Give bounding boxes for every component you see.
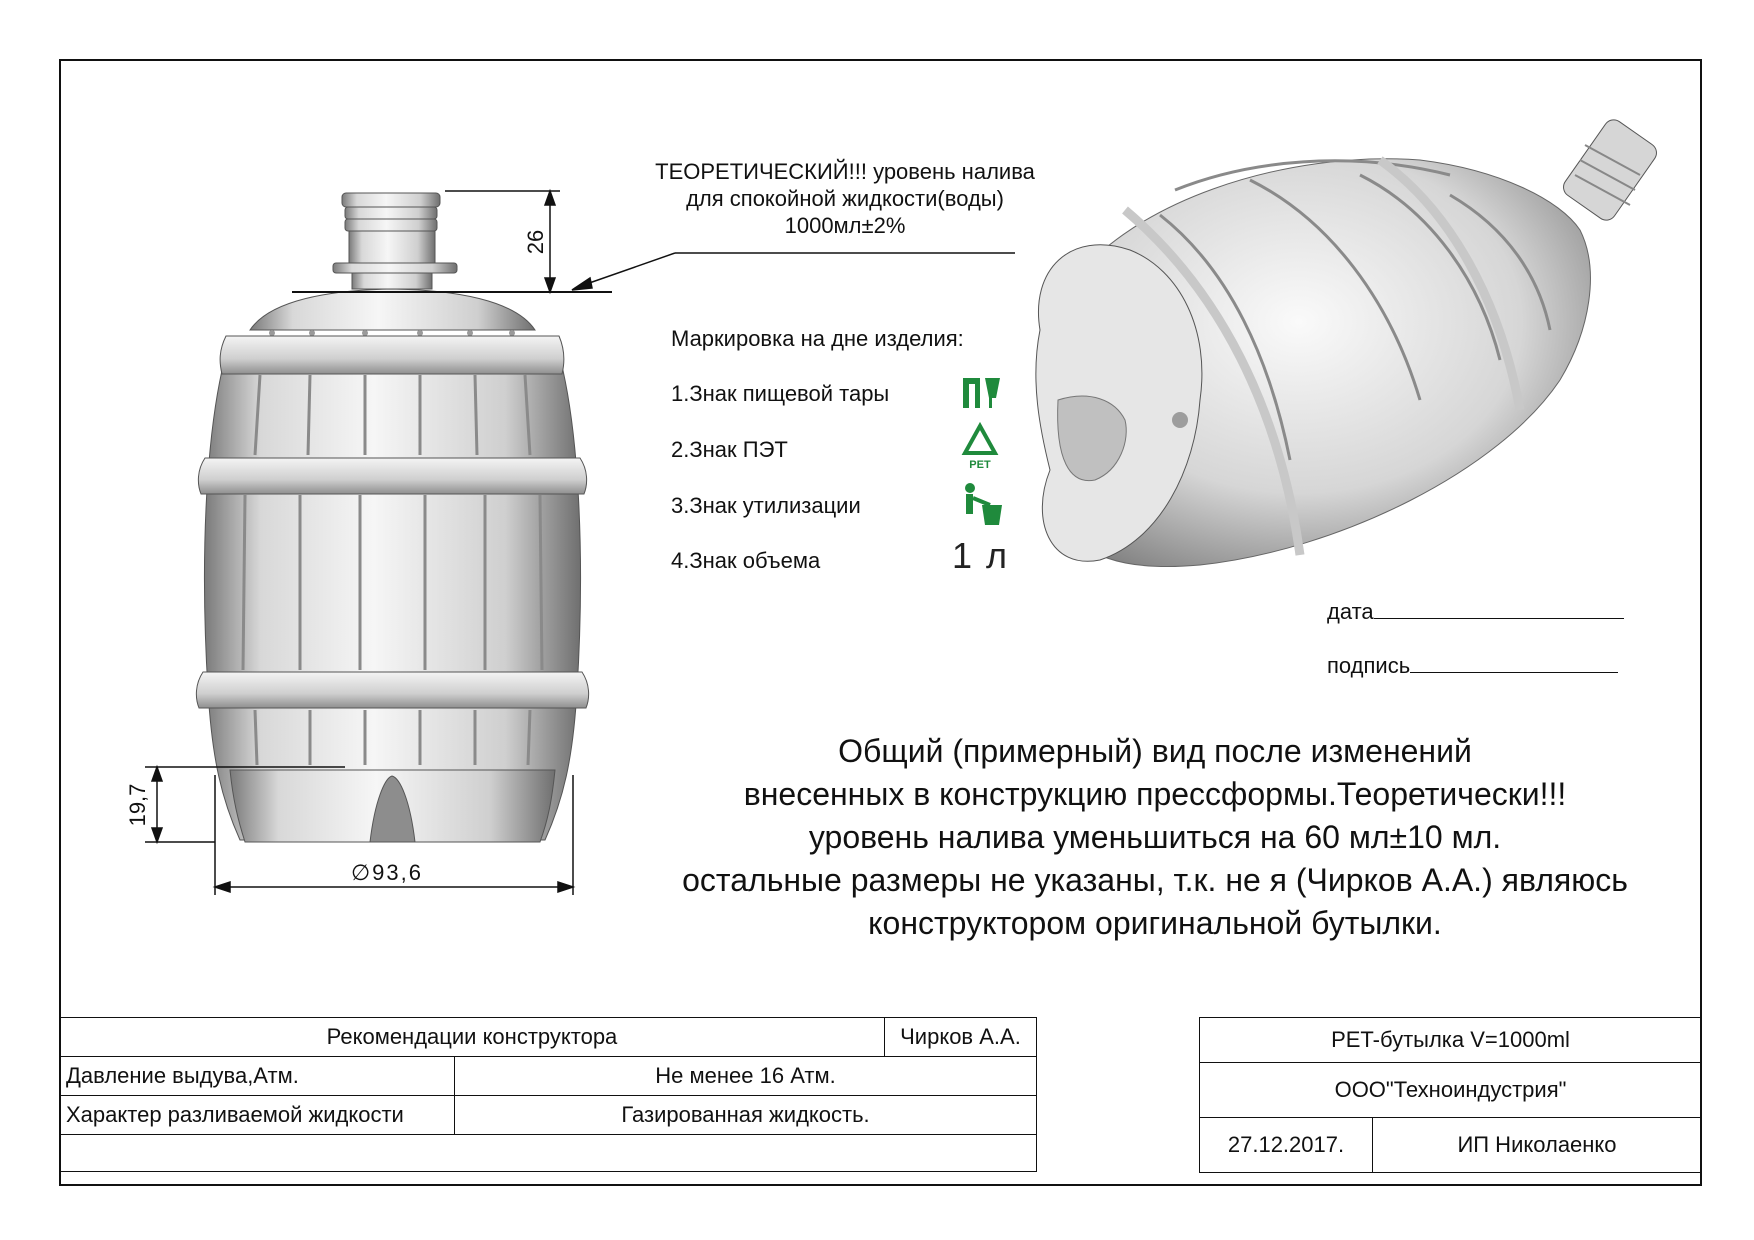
fill-level-note bbox=[600, 158, 1090, 239]
company-name: ООО"Техноиндустрия" bbox=[1200, 1063, 1702, 1118]
pet-recycle-icon bbox=[965, 426, 995, 471]
summary-line4: остальные размеры не указаны, т.к. не я (Чирков А.А.) являюсь bbox=[682, 862, 1628, 898]
bottle-body bbox=[204, 340, 580, 840]
bottle-shoulder bbox=[250, 289, 535, 330]
fill-note-line3: 1000мл±2% bbox=[784, 213, 906, 238]
value-liquid-type: Газированная жидкость. bbox=[455, 1096, 1037, 1135]
designer-name: Чирков А.А. bbox=[884, 1018, 1036, 1057]
svg-text:PET: PET bbox=[969, 459, 991, 471]
fill-note-line2: для спокойной жидкости(воды) bbox=[686, 186, 1004, 211]
param-blow-pressure: Давление выдува,Атм. bbox=[60, 1057, 455, 1096]
product-name: PET-бутылка V=1000ml bbox=[1200, 1018, 1702, 1063]
summary-note bbox=[600, 730, 1710, 945]
neck-height-dim: 26 bbox=[523, 229, 548, 255]
bottle-hoop-lower bbox=[196, 672, 588, 708]
empty-row bbox=[60, 1135, 1037, 1172]
marking-title: Маркировка на дне изделия: bbox=[671, 326, 964, 351]
food-safe-icon bbox=[963, 378, 1000, 408]
marking-item-disposal: 3.Знак утилизации bbox=[671, 493, 861, 518]
signature-line bbox=[1410, 652, 1618, 673]
summary-line3: уровень налива уменьшиться на 60 мл±10 мл. bbox=[808, 819, 1502, 855]
value-blow-pressure: Не менее 16 Атм. bbox=[455, 1057, 1037, 1096]
volume-mark-icon: 1 л bbox=[952, 535, 1010, 576]
base-height-dim: 19,7 bbox=[125, 783, 150, 827]
date-field[interactable] bbox=[1327, 598, 1624, 625]
bottle-hoop-top bbox=[220, 336, 564, 374]
summary-line5: конструктором оригинальной бутылки. bbox=[868, 905, 1442, 941]
recommendations-table bbox=[59, 1017, 1037, 1172]
drawing-date: 27.12.2017. bbox=[1200, 1118, 1373, 1173]
marking-item-volume: 4.Знак объема bbox=[671, 548, 821, 573]
product-title-block bbox=[1199, 1017, 1702, 1173]
fill-note-line1: ТЕОРЕТИЧЕСКИЙ!!! уровень налива bbox=[655, 159, 1035, 184]
recommendations-header: Рекомендации конструктора bbox=[60, 1018, 885, 1057]
signature-field[interactable] bbox=[1327, 652, 1618, 679]
summary-line1: Общий (примерный) вид после изменений bbox=[838, 733, 1472, 769]
date-label: дата bbox=[1327, 599, 1374, 624]
marking-item-pet: 2.Знак ПЭТ bbox=[671, 437, 788, 462]
bottle-hoop-middle bbox=[198, 458, 586, 494]
signature-label: подпись bbox=[1327, 653, 1411, 678]
date-line bbox=[1374, 598, 1624, 619]
litter-bin-icon bbox=[965, 483, 1002, 525]
client-name: ИП Николаенко bbox=[1373, 1118, 1702, 1173]
summary-line2: внесенных в конструкцию прессформы.Теоретически!!! bbox=[743, 776, 1567, 812]
bottle-neck bbox=[333, 193, 457, 289]
marking-item-food: 1.Знак пищевой тары bbox=[671, 381, 890, 406]
diameter-dim: ∅93,6 bbox=[351, 860, 423, 885]
param-liquid-type: Характер разливаемой жидкости bbox=[60, 1096, 455, 1135]
bottle-3d-view bbox=[1036, 116, 1661, 567]
